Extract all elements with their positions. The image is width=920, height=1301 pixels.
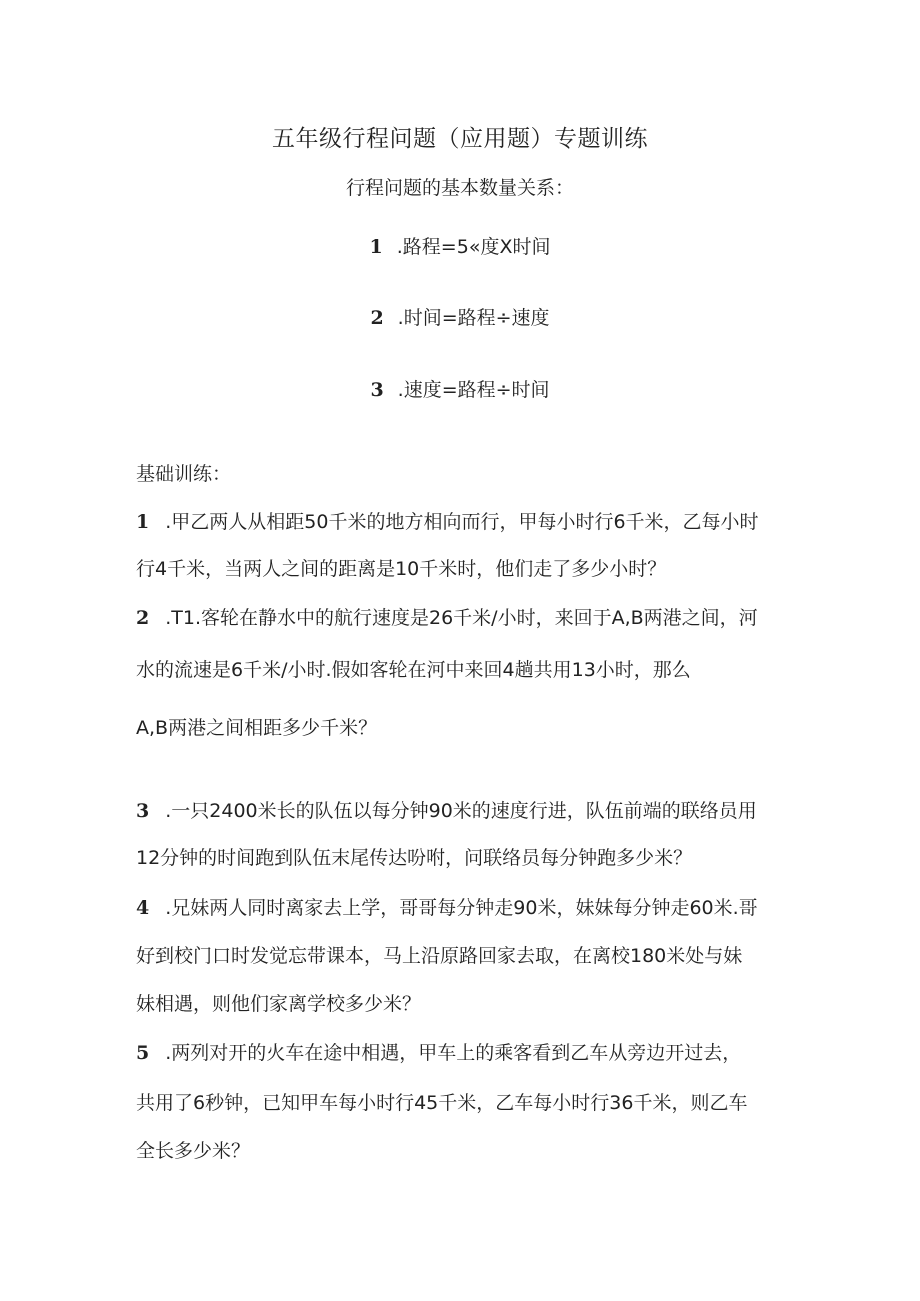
problem-number: 1	[136, 511, 150, 533]
formula-text: .速度=路程÷时间	[397, 379, 550, 401]
problem-4-line-3: 妹相遇，则他们家离学校多少米？	[136, 993, 422, 1015]
problem-text: .T1.客轮在静水中的航行速度是26千米/小时，来回于A,B两港之间，河	[165, 607, 758, 629]
problem-number: 3	[136, 800, 150, 822]
section-label: 基础训练：	[136, 463, 232, 485]
problem-5-line-3: 全长多少米？	[136, 1140, 251, 1162]
problem-2-line-1	[136, 605, 758, 631]
problem-text: .兄妹两人同时离家去上学，哥哥每分钟走90米，妹妹每分钟走60米.哥	[165, 897, 758, 919]
problem-3-line-2: 12分钟的时间跑到队伍末尾传达吩咐，问联络员每分钟跑多少米？	[136, 847, 693, 869]
formula-number: 1	[369, 236, 383, 258]
problem-2-line-2: 水的流速是6千米/小时.假如客轮在河中来回4趟共用13小时，那么	[136, 659, 691, 681]
problem-text: .两列对开的火车在途中相遇，甲车上的乘客看到乙车从旁边开过去，	[165, 1042, 742, 1064]
problem-1-line-2: 行4千米，当两人之间的距离是10千米时，他们走了多少小时？	[136, 558, 667, 580]
problem-4-line-2: 好到校门口时发觉忘带课本，马上沿原路回家去取，在离校180米处与妹	[136, 945, 743, 967]
formula-1	[0, 232, 920, 259]
formula-text: .时间=路程÷速度	[397, 307, 550, 329]
formula-number: 2	[370, 307, 384, 329]
problem-5-line-1	[136, 1040, 741, 1066]
problem-1-line-1	[136, 509, 759, 535]
document-title: 五年级行程问题（应用题）专题训练	[272, 126, 648, 152]
formula-text: .路程=5«度X时间	[396, 236, 551, 258]
problem-2-line-3: A,B两港之间相距多少千米？	[136, 717, 378, 739]
problem-5-line-2: 共用了6秒钟，已知甲车每小时行45千米，乙车每小时行36千米，则乙车	[136, 1092, 748, 1114]
problem-number: 5	[136, 1042, 150, 1064]
problem-number: 4	[136, 897, 150, 919]
formula-2	[0, 303, 920, 330]
problem-text: .一只2400米长的队伍以每分钟90米的速度行进，队伍前端的联络员用	[165, 800, 757, 822]
formula-3	[0, 375, 920, 402]
problem-number: 2	[136, 607, 150, 629]
formula-number: 3	[370, 379, 384, 401]
problem-4-line-1	[136, 895, 758, 921]
problem-text: .甲乙两人从相距50千米的地方相向而行，甲每小时行6千米，乙每小时	[165, 511, 759, 533]
document-subtitle: 行程问题的基本数量关系：	[345, 177, 574, 199]
problem-3-line-1	[136, 798, 757, 824]
